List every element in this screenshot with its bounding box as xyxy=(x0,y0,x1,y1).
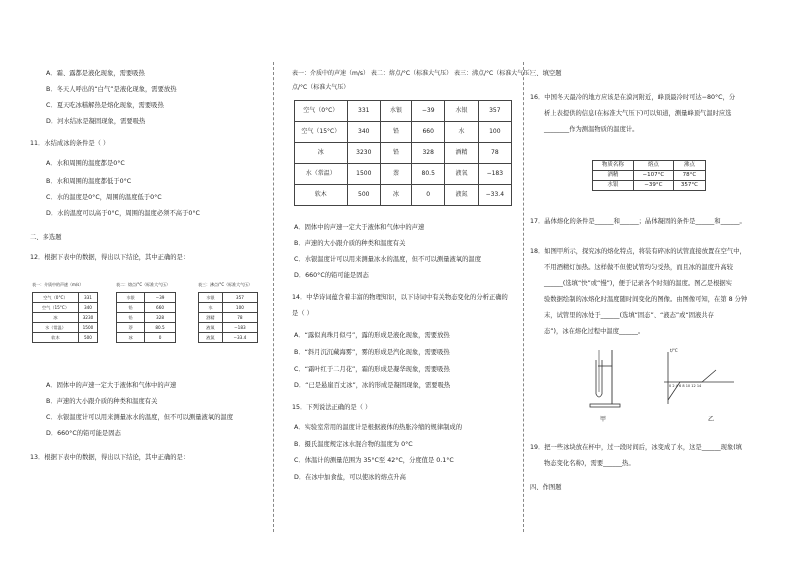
table-row xyxy=(117,333,176,343)
table-cell: −39 xyxy=(145,293,176,303)
table-cell: 软木 xyxy=(295,185,348,206)
table-captions: 表一：介质中的声速（m/s） 表二：熔点/°C（标准大气压） 表三：沸点/°C（标准大气压） xyxy=(292,70,536,77)
table-cell: 331 xyxy=(78,293,97,303)
table-cell: 357 xyxy=(222,293,257,303)
table-cell: −39°C xyxy=(633,181,673,191)
table-row xyxy=(199,313,258,323)
table-cell: 冰 xyxy=(295,143,348,164)
table-cell: 液氧 xyxy=(199,323,223,333)
table-row xyxy=(117,323,176,333)
table-caption: 表三：沸点/°C（标准大气压） xyxy=(198,282,253,287)
properties-table xyxy=(294,100,512,206)
table-cell: 328 xyxy=(412,143,445,164)
table-cell: 酒精 xyxy=(445,143,478,164)
table-cell: 100 xyxy=(478,122,511,143)
table-cell: 水银 xyxy=(199,293,223,303)
table-row xyxy=(593,161,706,171)
option-line: C．水银温度计可以用来测量冰水的温度，但不可以测量液氧的温度 xyxy=(46,414,234,421)
table-cell: −107°C xyxy=(633,171,673,181)
table-cell: 水银 xyxy=(380,101,411,122)
question-15: 15．下列说法正确的是（ ） xyxy=(292,404,372,411)
table-cell: 80.5 xyxy=(145,323,176,333)
table-cell: 铅 xyxy=(117,313,145,323)
table-row xyxy=(117,303,176,313)
table-cell: −183 xyxy=(478,164,511,185)
table-header: 物质名称 xyxy=(593,161,634,171)
option-line: B．声速的大小跟介质的种类和温度有关 xyxy=(46,398,158,405)
table-cell: 78 xyxy=(478,143,511,164)
table-cell: 331 xyxy=(347,101,380,122)
question-14: 14．中华诗词蕴含着丰富的物理知识，以下诗词中有关物态变化的分析正确的 xyxy=(292,294,508,301)
table-cell: 水银 xyxy=(117,293,145,303)
column-divider-right xyxy=(523,62,524,532)
table-cell: 357 xyxy=(478,101,511,122)
table-cell: 660 xyxy=(145,303,176,313)
option-line: A．实验室常用的温度计是根据液体的热胀冷缩的规律制成的 xyxy=(294,424,463,431)
table-row xyxy=(593,181,706,191)
question-16: 16．中国冬天最冷的地方应该是在漠河附近，峰顶最冷时可达−80°C，分 xyxy=(530,94,736,101)
table-cell: 铅 xyxy=(380,122,411,143)
table-row xyxy=(593,171,706,181)
table-row xyxy=(33,323,98,333)
question-13: 13．根据下表中的数据，得出以下结论，其中正确的是： xyxy=(30,454,190,461)
speed-table-small xyxy=(32,292,98,343)
table-cell: −33.4 xyxy=(222,333,257,343)
table-cell: 空气（0°C） xyxy=(33,293,79,303)
table-cell: 冰 xyxy=(33,313,79,323)
section-heading: 四、作图题 xyxy=(530,484,562,491)
option-line: C．夏天吃冰糕解热是熔化现象，需要吸热 xyxy=(46,102,164,109)
table-row xyxy=(295,101,512,122)
figure-label-jia: 甲 xyxy=(600,416,607,423)
table-cell: 水（常温） xyxy=(33,323,79,333)
column-divider-left xyxy=(273,62,274,532)
option-line: D．660°C的铅可能是固态 xyxy=(46,430,121,437)
table-cell: 328 xyxy=(145,313,176,323)
table-row xyxy=(33,333,98,343)
table-row xyxy=(117,313,176,323)
option-line: A．固体中的声速一定大于液体和气体中的声速 xyxy=(46,382,177,389)
table-cell: 3230 xyxy=(347,143,380,164)
table-cell: 水（常温） xyxy=(295,164,348,185)
table-cell: 78°C xyxy=(673,171,705,181)
table-cell: 1500 xyxy=(347,164,380,185)
option-line: C．水银温度计可以用来测量冰水的温度，但不可以测量液氧的温度 xyxy=(294,256,482,263)
table-cell: −183 xyxy=(222,323,257,333)
option-line: D．河水结冰是凝固现象，需要吸热 xyxy=(46,118,146,125)
table-header: 熔点 xyxy=(633,161,673,171)
section-heading: 二、多选题 xyxy=(30,234,62,241)
table-cell: 0 xyxy=(145,333,176,343)
table-cell: 660 xyxy=(412,122,445,143)
table-captions-tail: 点/°C（标准大气压） xyxy=(292,84,350,91)
table-cell: 空气（15°C） xyxy=(295,122,348,143)
option-line: B．摄氏温度规定冰水混合物的温度为 0°C xyxy=(294,441,413,448)
table-cell: 0 xyxy=(412,185,445,206)
table-cell: −33.4 xyxy=(478,185,511,206)
table-row xyxy=(199,293,258,303)
figure-label-yi: 乙 xyxy=(708,416,715,423)
table-header: 沸点 xyxy=(673,161,705,171)
table-caption: 表二：熔点/°C（标准大气压） xyxy=(116,282,171,287)
question-18-cont: 态”)，冰在熔化过程中温度______。 xyxy=(544,328,645,335)
table-row xyxy=(295,164,512,185)
table-cell: 酒精 xyxy=(199,313,223,323)
table-row xyxy=(199,333,258,343)
option-line: B．冬天人呼出的“白气”是液化现象，需要放热 xyxy=(46,86,177,93)
option-line: C．体温计的测量范围为 35°C至 42°C，分度值是 0.1°C xyxy=(294,457,454,464)
table-cell: 铅 xyxy=(380,143,411,164)
table-cell: 空气（0°C） xyxy=(295,101,348,122)
table-cell: 酒精 xyxy=(593,171,634,181)
table-cell: 空气（15°C） xyxy=(33,303,79,313)
option-line: C．水的温度是0°C，周围的温度低于0°C xyxy=(46,194,162,201)
question-18-cont: ______(选填“快”或“慢”)，便于记录各个时刻的温度。图乙是根据实 xyxy=(544,280,732,287)
table-cell: 液氮 xyxy=(445,185,478,206)
question-12: 12．根据下表中的数据，得出以下结论，其中正确的是： xyxy=(30,254,190,261)
table-cell: 液氮 xyxy=(199,333,223,343)
table-cell: 水银 xyxy=(445,101,478,122)
boiling-table-small xyxy=(198,292,258,343)
option-line: A．“露似真珠月似弓”，露的形成是液化现象，需要放热 xyxy=(294,332,450,339)
table-cell: 500 xyxy=(347,185,380,206)
option-line: D．在冰中加食盐，可以使冰的熔点升高 xyxy=(294,474,406,481)
table-cell: 萘 xyxy=(380,164,411,185)
question-19-cont: 物态变化名称)，需要______热。 xyxy=(544,460,635,467)
table-cell: 萘 xyxy=(117,323,145,333)
question-18-cont: 验数据绘制的冰熔化时温度随时间变化的图像。由图像可知，在第 8 分钟 xyxy=(544,296,748,303)
table-cell: 100 xyxy=(222,303,257,313)
question-18-cont: 不用酒精灯加热。这样做不但使试管均匀受热，而且冰的温度升高较 xyxy=(544,264,733,271)
option-line: D．660°C的铅可能是固态 xyxy=(294,272,369,279)
table-row xyxy=(199,303,258,313)
table-cell: 冰 xyxy=(117,333,145,343)
graph-tick-labels: 0 2 4 6 8 10 12 14 xyxy=(669,384,702,388)
table-row xyxy=(33,313,98,323)
melt-boil-table xyxy=(592,160,706,191)
option-line: B．声速的大小跟介质的种类和温度有关 xyxy=(294,240,406,247)
table-cell: 铅 xyxy=(117,303,145,313)
table-cell: 液氧 xyxy=(445,164,478,185)
option-line: B．“斜月沉沉藏海雾”，雾的形成是汽化现象，需要吸热 xyxy=(294,349,450,356)
question-14-cont: 是（ ） xyxy=(292,310,313,317)
table-row xyxy=(295,185,512,206)
experiment-figure xyxy=(588,346,738,422)
question-16-cont: ________作为测温物质的温度计。 xyxy=(544,126,639,133)
table-caption: 表一：介质中的声速（m/s） xyxy=(32,282,84,287)
table-cell: 340 xyxy=(347,122,380,143)
question-11: 11．水结成冰的条件是（ ） xyxy=(30,140,110,147)
table-cell: 340 xyxy=(78,303,97,313)
table-cell: 80.5 xyxy=(412,164,445,185)
table-cell: 冰 xyxy=(380,185,411,206)
table-row xyxy=(295,122,512,143)
question-16-cont: 析上表提供的信息(在标准大气压下)可以知道，测量峰顶气温时应选 xyxy=(544,110,732,117)
option-line: C．“霜叶红于二月花”，霜的形成是凝华现象，需要吸热 xyxy=(294,366,450,373)
table-cell: 软木 xyxy=(33,333,79,343)
table-row xyxy=(199,323,258,333)
melting-table-small xyxy=(116,292,176,343)
option-line: D．水的温度可以高于0°C，周围的温度必须不高于0°C xyxy=(46,210,200,217)
table-row xyxy=(33,293,98,303)
question-18: 18．如图甲所示，探究冰的熔化特点，将装有碎冰的试管直接放置在空气中， xyxy=(530,248,746,255)
table-cell: 500 xyxy=(78,333,97,343)
table-cell: −39 xyxy=(412,101,445,122)
table-row xyxy=(33,303,98,313)
table-cell: 水银 xyxy=(593,181,634,191)
table-row xyxy=(295,143,512,164)
table-cell: 357°C xyxy=(673,181,705,191)
graph-axis-label: t/°C xyxy=(670,348,678,353)
option-line: A．霜、露都是液化现象，需要吸热 xyxy=(46,70,145,77)
table-cell: 水 xyxy=(199,303,223,313)
table-cell: 1500 xyxy=(78,323,97,333)
question-18-cont: 末，试管里的冰处于______(选填“固态”、“液态”或“固液共存 xyxy=(544,312,714,319)
question-19: 19．把一些冰块放在杯中，过一段时间后，冰变成了水，这是______现象(填 xyxy=(530,444,742,451)
section-heading: 三、填空题 xyxy=(530,70,562,77)
table-row xyxy=(117,293,176,303)
question-17: 17．晶体熔化的条件是______和______；晶体凝固的条件是______和______。 xyxy=(530,218,746,225)
option-line: A．水和周围的温度都是0°C xyxy=(46,160,125,167)
option-line: B．水和周围的温度都低于0°C xyxy=(46,178,132,185)
option-line: D．“已是悬崖百丈冰”，冰的形成是凝固现象，需要吸热 xyxy=(294,382,451,389)
table-cell: 水 xyxy=(445,122,478,143)
stand-base xyxy=(590,404,620,407)
option-line: A．固体中的声速一定大于液体和气体中的声速 xyxy=(294,224,425,231)
table-cell: 78 xyxy=(222,313,257,323)
table-cell: 3230 xyxy=(78,313,97,323)
